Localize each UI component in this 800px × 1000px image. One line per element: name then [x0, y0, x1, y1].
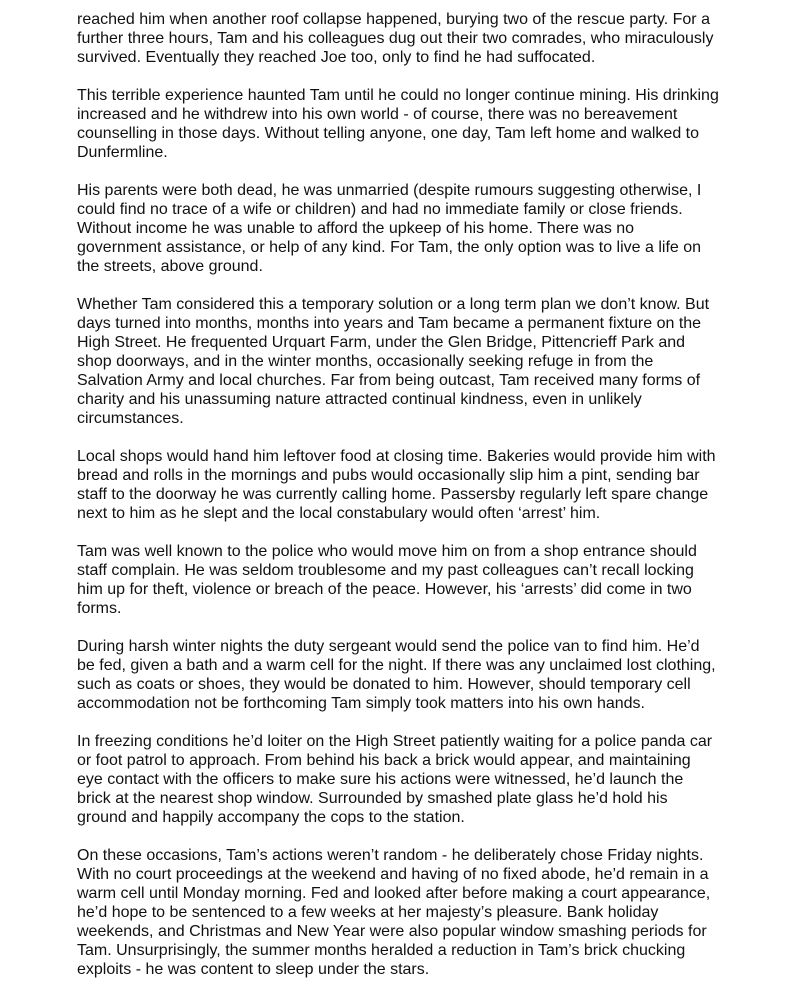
document-page — [77, 10, 737, 998]
paragraph-winter-nights: During harsh winter nights the duty sergeant would send the police van to find him. He’d be fed, given a bath and a warm cell for the night. If there was any unclaimed lost clothing, such as coats or shoes, they would be donated to him. However, should temporary cell accommodation not be forthcoming Tam simply took matters into his own hands. — [77, 638, 716, 712]
paragraph-occasions: On these occasions, Tam’s actions weren’t random - he deliberately chose Friday nights. With no court proceedings at the weekend and having of no fixed abode, he’d remain in a warm cell until Monday morning. Fed and looked after before making a court appearance, he’d hope to be sentenced to a few weeks at her majesty’s pleasure. Bank holiday weekends, and Christmas and New Year were also popular window smashing periods for Tam. Unsurprisingly, the summer months heralded a reduction in Tam’s brick chucking exploits - he was content to sleep under the stars. — [77, 847, 711, 978]
paragraph-police: Tam was well known to the police who would move him on from a shop entrance should staff complain. He was seldom troublesome and my past colleagues can’t recall locking him up for theft, violence or breach of the peace. However, his ‘arrests’ did come in two forms. — [77, 543, 697, 617]
paragraph-local-shops: Local shops would hand him leftover food at closing time. Bakeries would provide him with bread and rolls in the mornings and pubs would occasionally slip him a pint, sending bar staff to the doorway he was currently calling home. Passersby regularly left spare change next to him as he slept and the local constabulary would often ‘arrest’ him. — [77, 448, 716, 522]
paragraph-haunted: This terrible experience haunted Tam until he could no longer continue mining. His drinking increased and he withdrew into his own world - of course, there was no bereavement counselling in those days. Without telling anyone, one day, Tam left home and walked to Dunfermline. — [77, 87, 719, 161]
paragraph-rescue: reached him when another roof collapse happened, burying two of the rescue party. For a further three hours, Tam and his colleagues dug out their two comrades, who miraculously survived. Eventually they reached Joe too, only to find he had suffocated. — [77, 11, 714, 66]
paragraph-high-street: Whether Tam considered this a temporary solution or a long term plan we don’t know. But days turned into months, months into years and Tam became a permanent fixture on the High Street. He frequented Urquart Farm, under the Glen Bridge, Pittencrieff Park and shop doorways, and in the winter months, occasionally seeking refuge in from the Salvation Army and local churches. Far from being outcast, Tam received many forms of charity and his unassuming nature attracted continual kindness, even in unlikely circumstances. — [77, 296, 710, 427]
paragraph-freezing-conditions: In freezing conditions he’d loiter on the High Street patiently waiting for a police panda car or foot patrol to approach. From behind his back a brick would appear, and maintaining eye contact with the officers to make sure his actions were witnessed, he’d launch the brick at the nearest shop window. Surrounded by smashed plate glass he’d hold his ground and happily accompany the cops to the station. — [77, 733, 713, 826]
paragraph-parents: His parents were both dead, he was unmarried (despite rumours suggesting otherwise, I could find no trace of a wife or children) and had no immediate family or close friends. Without income he was unable to afford the upkeep of his home. There was no government assistance, or help of any kind. For Tam, the only option was to live a life on the streets, above ground. — [77, 182, 702, 275]
